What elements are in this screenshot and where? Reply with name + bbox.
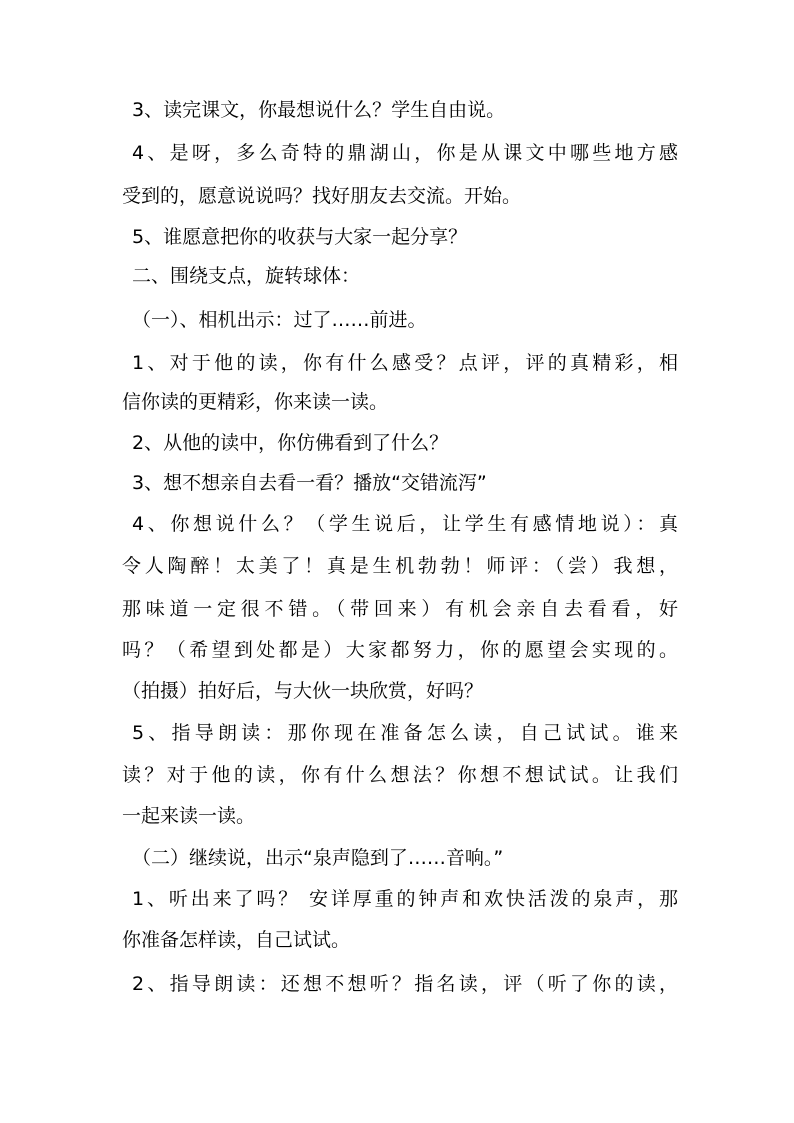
paragraph-line: 一起来读一读。 xyxy=(122,805,256,827)
paragraph-line: 5、指导朗读：那你现在准备怎么读，自己试试。谁来 xyxy=(132,722,678,744)
paragraph-line: 信你读的更精彩，你来读一读。 xyxy=(122,391,389,413)
paragraph-line: 3、想不想亲自去看一看？播放“交错流泻” xyxy=(132,472,487,494)
section-heading: 二、围绕支点，旋转球体： xyxy=(132,265,361,287)
paragraph-line: 令人陶醉！太美了！真是生机勃勃！师评：（尝）我想， xyxy=(122,555,678,577)
paragraph-line: 4、是呀，多么奇特的鼎湖山，你是从课文中哪些地方感 xyxy=(132,142,678,164)
paragraph-line: 吗？（希望到处都是）大家都努力，你的愿望会实现的。 xyxy=(122,639,678,661)
paragraph-line: 1、听出来了吗？ 安详厚重的钟声和欢快活泼的泉声，那 xyxy=(132,888,678,910)
paragraph-line: （一）、相机出示：过了……前进。 xyxy=(132,309,427,331)
paragraph-line: 1、对于他的读，你有什么感受？点评，评的真精彩，相 xyxy=(132,352,678,374)
paragraph-line: 4、你想说什么？（学生说后，让学生有感情地说）：真 xyxy=(132,513,678,535)
paragraph-line: （二）继续说，出示“泉声隐到了……音响。” xyxy=(132,847,504,869)
paragraph-line: 你准备怎样读，自己试试。 xyxy=(122,929,351,951)
paragraph-line: 读？对于他的读，你有什么想法？你想不想试试。让我们 xyxy=(122,764,678,786)
paragraph-line: 2、从他的读中，你仿佛看到了什么？ xyxy=(132,432,449,454)
paragraph-line: 3、读完课文，你最想说什么？学生自由说。 xyxy=(132,99,506,121)
paragraph-line: 5、谁愿意把你的收获与大家一起分享？ xyxy=(132,226,468,248)
paragraph-line: 那味道一定很不错。（带回来）有机会亲自去看看，好 xyxy=(122,598,678,620)
paragraph-line: （拍摄）拍好后，与大伙一块欣赏，好吗？ xyxy=(122,680,484,702)
paragraph-line: 2、指导朗读：还想不想听？指名读，评（听了你的读， xyxy=(132,973,678,995)
paragraph-line: 受到的，愿意说说吗？找好朋友去交流。开始。 xyxy=(122,185,522,207)
